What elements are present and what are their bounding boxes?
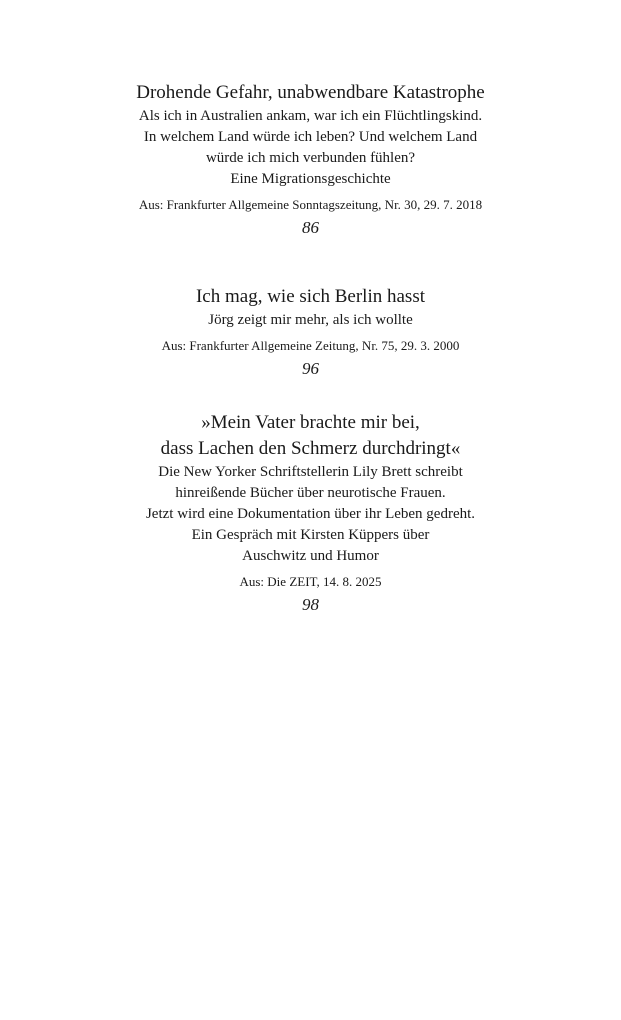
entry-subtitle-line: Jörg zeigt mir mehr, als ich wollte [208, 312, 413, 328]
entry-title-line: Drohende Gefahr, unabwendbare Katastrophe [136, 82, 485, 103]
entry-subtitle-line: Die New Yorker Schriftstellerin Lily Brett schreibt [158, 464, 463, 480]
contents-entry [0, 284, 621, 381]
entry-title [0, 80, 621, 106]
entry-title-line: dass Lachen den Schmerz durchdringt« [160, 438, 461, 459]
entry-subtitle-line: Jetzt wird eine Dokumentation über ihr Leben gedreht. [145, 506, 476, 522]
contents-entry [0, 80, 621, 240]
entry-source: Aus: Frankfurter Allgemeine Sonntagszeitung, Nr. 30, 29. 7. 2018 [138, 197, 483, 212]
entry-title-line: »Mein Vater brachte mir bei, [201, 412, 420, 433]
entry-subtitle [0, 106, 621, 190]
entry-source: Aus: Frankfurter Allgemeine Zeitung, Nr. 75, 29. 3. 2000 [161, 338, 460, 353]
entry-subtitle-line: In welchem Land würde ich leben? Und welchem Land [143, 129, 478, 145]
entry-subtitle-line: Ein Gespräch mit Kirsten Küppers über [191, 527, 430, 543]
entry-page-number: 86 [302, 218, 319, 237]
entry-subtitle [0, 462, 621, 567]
entry-title-line: Ich mag, wie sich Berlin hasst [195, 286, 425, 307]
entry-subtitle-line: Als ich in Australien ankam, war ich ein Flüchtlingskind. [138, 108, 483, 124]
entry-subtitle-line: Eine Migrationsgeschichte [230, 171, 391, 187]
entry-page-number: 96 [302, 359, 319, 378]
entry-subtitle-line: hinreißende Bücher über neurotische Frauen. [175, 485, 446, 501]
contents-entry [0, 410, 621, 617]
entry-title [0, 284, 621, 310]
entry-subtitle-line: würde ich mich verbunden fühlen? [205, 150, 416, 166]
entry-subtitle-line: Auschwitz und Humor [242, 548, 379, 564]
entry-subtitle [0, 310, 621, 331]
entry-title [0, 410, 621, 462]
entry-source: Aus: Die ZEIT, 14. 8. 2025 [239, 574, 382, 589]
entry-page-number: 98 [302, 595, 319, 614]
